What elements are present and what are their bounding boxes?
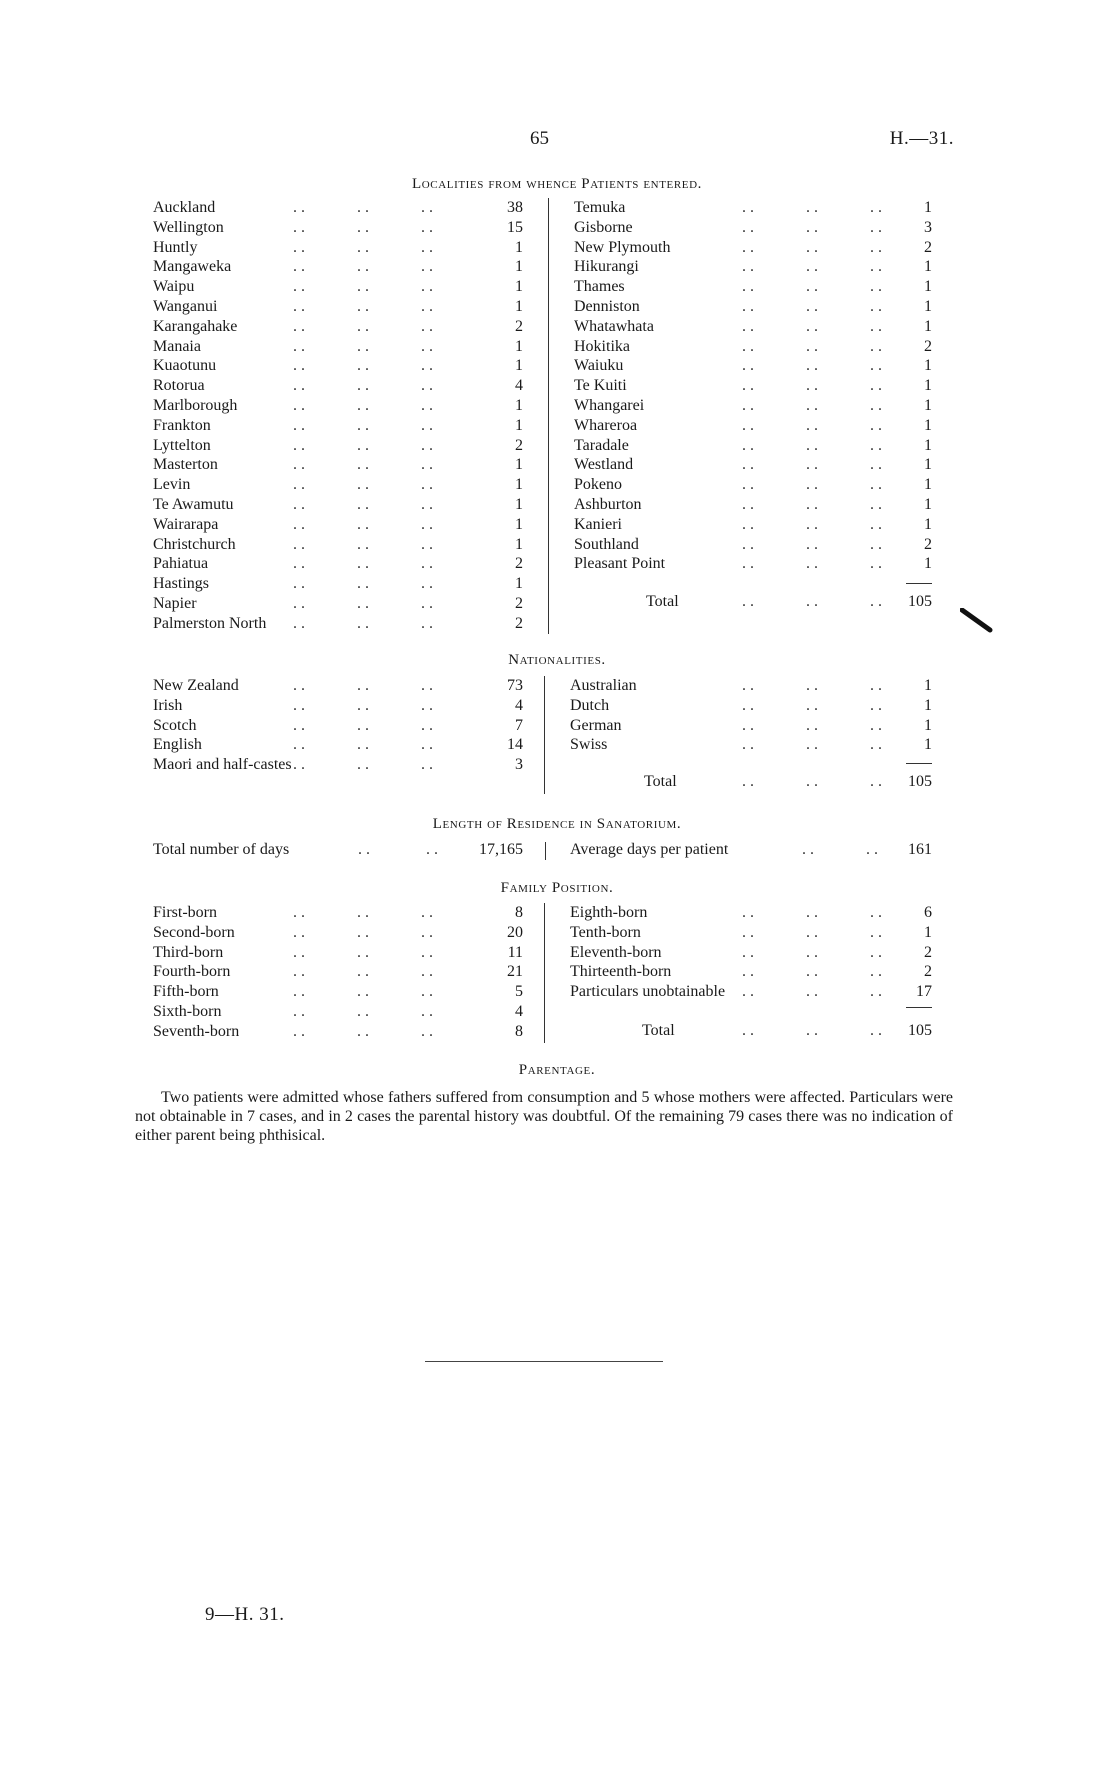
row-label: Kanieri [574,515,622,533]
table-row [153,535,523,555]
row-value: 6 [924,904,932,921]
table-row [153,416,523,436]
row-label: Thirteenth-born [570,963,672,981]
leader-dots: . . . . . . [293,923,433,941]
row-label: Rotorua [153,377,205,395]
leader-dots: . . . . . . [293,377,433,395]
row-label: Waiuku [574,357,624,375]
parentage-heading: Parentage. [518,1062,596,1078]
row-value: 1 [924,377,932,395]
leader-dots: . . . . . . [742,515,882,533]
localities-heading: Localities from whence Patients entered. [411,176,702,192]
leader-dots: . . . . . . [742,696,882,714]
leader-dots: . . . . . . [742,377,882,395]
row-value: 1 [924,696,932,714]
document-reference: H.—31. [889,128,954,149]
row-value: 11 [507,943,523,961]
row-label: Gisborne [574,218,633,236]
table-row [153,716,523,736]
row-label: Huntly [153,238,198,256]
table-row [570,735,932,755]
total-rule [906,1007,932,1008]
table-row [153,257,523,277]
row-label: Thames [574,278,625,296]
leader-dots: . . . . . . [293,716,433,734]
leader-dots: . . . . . . [293,456,433,474]
row-value: 1 [515,535,523,553]
table-row [153,943,523,963]
row-label: Kuaotunu [153,357,217,375]
row-value: 1 [515,495,523,513]
leader-dots: . . . . . . [742,456,882,474]
table-row [574,495,932,515]
row-label: Levin [153,476,191,494]
sheet-signature: 9—H. 31. [205,1604,285,1625]
column-divider [545,842,546,860]
leader-dots: . . . . . . [742,476,882,494]
row-label: Westland [574,456,634,474]
row-value: 2 [924,943,932,961]
total-label: Total [644,773,677,790]
row-label: Te Kuiti [574,377,627,395]
row-label: Te Awamutu [153,495,234,513]
leader-dots: . . . . . . [742,736,882,754]
table-row [574,475,932,495]
leader-dots: . . . . . . [742,238,882,256]
family-total-row [570,1021,932,1041]
row-value: 2 [515,594,523,612]
column-divider [548,198,549,634]
row-value: 20 [507,923,523,941]
row-value: 8 [515,1022,523,1040]
parentage-text: Two patients were admitted whose fathers suffered from consumption and 5 whose mothers were affected. Particulars were not obtainable in 7 cases, and in 2 cases the parental history was doubtful. Of the remaining 79 cases there was no indication of either parent being phthisical. [135,1089,953,1144]
row-label: Auckland [153,199,216,216]
table-row [574,198,932,218]
row-label: Irish [153,696,183,714]
leader-dots: . . . . . . [293,535,433,553]
leader-dots: . . . . . . [293,436,433,454]
row-value: 17 [916,983,932,1001]
row-value: 1 [924,278,932,296]
row-label: New Zealand [153,677,239,694]
table-row [153,455,523,475]
row-value: 1 [924,515,932,533]
table-row [153,574,523,594]
leader-dots: . . . . [802,841,878,858]
table-row [570,696,932,716]
row-label: Fifth-born [153,983,219,1001]
row-label: Hikurangi [574,258,639,276]
row-value: 4 [515,696,523,714]
leader-dots: . . . . . . [742,943,882,961]
table-row [570,903,932,923]
row-label: Australian [570,677,637,694]
table-row [570,943,932,963]
leader-dots: . . . . . . [742,535,882,553]
row-label: Pokeno [574,476,622,494]
pen-stroke-mark [960,608,994,634]
row-value: 38 [507,199,523,216]
leader-dots: . . . . . . [742,337,882,355]
leader-dots: . . . . . . [293,575,433,593]
total-rule [906,763,932,764]
row-label: Frankton [153,416,211,434]
leader-dots: . . . . . . [293,677,433,694]
table-row [574,396,932,416]
table-row [153,515,523,535]
leader-dots: . . . . . . [293,416,433,434]
table-row [574,554,932,574]
residence-average-label: Average days per patient [570,841,729,858]
row-value: 1 [924,317,932,335]
row-value: 1 [515,337,523,355]
localities-total-row [574,592,932,612]
row-value: 1 [924,456,932,474]
row-label: Lyttelton [153,436,211,454]
localities-left-column [153,198,523,634]
leader-dots: . . . . . . [742,773,882,790]
table-row [153,495,523,515]
row-label: Mangaweka [153,258,232,276]
table-row [153,594,523,614]
row-value: 1 [924,258,932,276]
table-row [153,475,523,495]
row-value: 1 [924,555,932,573]
column-divider [544,676,545,794]
row-value: 1 [924,357,932,375]
row-label: Tenth-born [570,923,641,941]
leader-dots: . . . . . . [293,278,433,296]
table-row [153,238,523,258]
row-label: Scotch [153,716,197,734]
leader-dots: . . . . . . [742,923,882,941]
leader-dots: . . . . . . [293,337,433,355]
row-value: 7 [515,716,523,734]
row-label: Hokitika [574,337,630,355]
row-value: 1 [515,396,523,414]
table-row [574,455,932,475]
table-row [153,198,523,218]
nationalities-left-column [153,676,523,775]
residence-left [153,840,523,860]
row-value: 1 [515,476,523,494]
row-value: 1 [515,456,523,474]
row-value: 4 [515,377,523,395]
row-label: Denniston [574,297,640,315]
family-left-column [153,903,523,1042]
total-value: 105 [908,773,932,790]
leader-dots: . . . . . . [293,983,433,1001]
row-label: Particulars unobtainable [570,983,726,1001]
row-value: 1 [924,199,932,216]
table-row [153,376,523,396]
total-value: 105 [908,1022,932,1039]
table-row [153,436,523,456]
table-row [153,903,523,923]
row-value: 1 [924,716,932,734]
leader-dots: . . . . . . [742,593,882,610]
table-row [574,416,932,436]
row-label: Southland [574,535,639,553]
table-row [570,962,932,982]
row-label: Ashburton [574,495,642,513]
row-value: 1 [515,515,523,533]
table-row [574,317,932,337]
leader-dots: . . . . . . [293,696,433,714]
row-value: 1 [515,278,523,296]
row-value: 2 [515,614,523,632]
row-label: Wairarapa [153,515,219,533]
table-row [574,376,932,396]
table-row [574,218,932,238]
leader-dots: . . . . . . [742,495,882,513]
leader-dots: . . . . . . [293,297,433,315]
leader-dots: . . . . . . [293,963,433,981]
row-value: 1 [924,436,932,454]
leader-dots: . . . . . . [293,357,433,375]
table-row [570,716,932,736]
row-label: Fourth-born [153,963,231,981]
row-label: Eleventh-born [570,943,662,961]
residence-heading: Length of Residence in Sanatorium. [432,816,682,832]
family-right-column [570,903,932,1002]
table-row [153,356,523,376]
leader-dots: . . . . . . [293,614,433,632]
leader-dots: . . . . . . [293,736,433,754]
table-row [153,1022,523,1042]
row-label: Palmerston North [153,614,267,632]
row-label: Temuka [574,199,626,216]
leader-dots: . . . . . . [742,317,882,335]
row-label: Whangarei [574,396,645,414]
row-label: Maori and half-castes [153,756,292,774]
row-value: 1 [924,495,932,513]
row-label: Marlborough [153,396,238,414]
row-label: Dutch [570,696,610,714]
leader-dots: . . . . . . [293,555,433,573]
residence-days-label: Total number of days [153,841,290,858]
row-value: 2 [515,317,523,335]
table-row [574,257,932,277]
residence-right [570,840,932,860]
row-value: 4 [515,1002,523,1020]
table-row [574,277,932,297]
leader-dots: . . . . . . [742,278,882,296]
table-row [153,923,523,943]
leader-dots: . . . . . . [742,716,882,734]
table-row [570,923,932,943]
table-row [570,676,932,696]
row-value: 1 [515,416,523,434]
parentage-paragraph [135,1088,953,1145]
table-row [153,982,523,1002]
row-value: 14 [507,736,523,754]
leader-dots: . . . . . . [742,199,882,216]
family-heading: Family Position. [500,880,614,896]
nationalities-right-column [570,676,932,755]
leader-dots: . . . . . . [742,436,882,454]
row-value: 1 [924,416,932,434]
row-value: 73 [507,677,523,694]
leader-dots: . . . . . . [293,1022,433,1040]
residence-days-value: 17,165 [479,841,523,858]
table-row [153,218,523,238]
row-label: Manaia [153,337,201,355]
leader-dots: . . . . . . [742,555,882,573]
leader-dots: . . . . . . [742,357,882,375]
row-value: 2 [924,963,932,981]
leader-dots: . . . . . . [293,515,433,533]
row-label: Taradale [574,436,629,454]
table-row [153,396,523,416]
row-label: Whatawhata [574,317,654,335]
leader-dots: . . . . . . [742,677,882,694]
table-row [153,735,523,755]
row-value: 21 [507,963,523,981]
row-value: 1 [515,258,523,276]
leader-dots: . . . . . . [293,756,433,774]
table-row [153,962,523,982]
leader-dots: . . . . . . [742,963,882,981]
leader-dots: . . . . . . [742,218,882,236]
table-row [570,982,932,1002]
table-row [153,755,523,775]
table-row [153,676,523,696]
column-divider [544,903,545,1043]
leader-dots: . . . . . . [293,495,433,513]
row-label: Wanganui [153,297,218,315]
row-label: Napier [153,594,197,612]
row-value: 2 [924,535,932,553]
row-label: Third-born [153,943,224,961]
leader-dots: . . . . . . [293,218,433,236]
row-value: 3 [924,218,932,236]
nationalities-total-row [570,772,932,792]
row-label: First-born [153,904,217,921]
row-value: 2 [515,555,523,573]
leader-dots: . . . . . . [742,1022,882,1039]
page-number: 65 [530,128,549,149]
row-value: 1 [924,297,932,315]
localities-right-column [574,198,932,574]
row-label: English [153,736,202,754]
row-label: German [570,716,622,734]
table-row [153,696,523,716]
row-value: 3 [515,756,523,774]
total-label: Total [642,1022,675,1039]
row-value: 1 [924,736,932,754]
leader-dots: . . . . . . [293,238,433,256]
row-label: Christchurch [153,535,236,553]
table-row [574,356,932,376]
table-row [574,238,932,258]
leader-dots: . . . . . . [293,904,433,921]
row-label: Masterton [153,456,218,474]
row-label: Swiss [570,736,608,754]
leader-dots: . . . . . . [293,258,433,276]
row-label: Pahiatua [153,555,209,573]
row-value: 1 [515,575,523,593]
row-value: 1 [515,357,523,375]
total-label: Total [646,593,679,610]
closing-rule [425,1361,663,1362]
row-value: 2 [924,337,932,355]
row-label: Seventh-born [153,1022,240,1040]
row-label: New Plymouth [574,238,671,256]
row-value: 1 [515,297,523,315]
row-value: 1 [515,238,523,256]
table-row [574,297,932,317]
leader-dots: . . . . . . [293,317,433,335]
leader-dots: . . . . . . [293,594,433,612]
leader-dots: . . . . . . [742,396,882,414]
row-label: Sixth-born [153,1002,222,1020]
leader-dots: . . . . . . [742,904,882,921]
table-row [153,297,523,317]
total-rule [906,583,932,584]
leader-dots: . . . . . . [293,199,433,216]
leader-dots: . . . . . . [293,943,433,961]
row-label: Eighth-born [570,904,648,921]
row-value: 5 [515,983,523,1001]
table-row [153,614,523,634]
row-label: Second-born [153,923,235,941]
leader-dots: . . . . . . [742,416,882,434]
row-value: 2 [515,436,523,454]
table-row [153,277,523,297]
leader-dots: . . . . . . [742,258,882,276]
table-row [574,337,932,357]
row-value: 15 [507,218,523,236]
leader-dots: . . . . . . [293,396,433,414]
table-row [153,337,523,357]
leader-dots: . . . . . . [293,1002,433,1020]
row-label: Pleasant Point [574,555,666,573]
leader-dots: . . . . . . [293,476,433,494]
row-value: 1 [924,396,932,414]
total-value: 105 [908,593,932,610]
row-value: 2 [924,238,932,256]
table-row [153,317,523,337]
leader-dots: . . . . [358,841,438,858]
leader-dots: . . . . . . [742,983,882,1001]
leader-dots: . . . . . . [742,297,882,315]
row-value: 1 [924,923,932,941]
row-label: Karangahake [153,317,238,335]
row-label: Hastings [153,575,209,593]
residence-average-value: 161 [908,841,932,858]
row-label: Waipu [153,278,195,296]
nationalities-heading: Nationalities. [508,652,606,668]
table-row [574,436,932,456]
row-label: Wellington [153,218,224,236]
table-row [153,554,523,574]
table-row [574,515,932,535]
row-value: 8 [515,904,523,921]
table-row [153,1002,523,1022]
row-value: 1 [924,677,932,694]
row-value: 1 [924,476,932,494]
row-label: Whareroa [574,416,638,434]
table-row [574,535,932,555]
